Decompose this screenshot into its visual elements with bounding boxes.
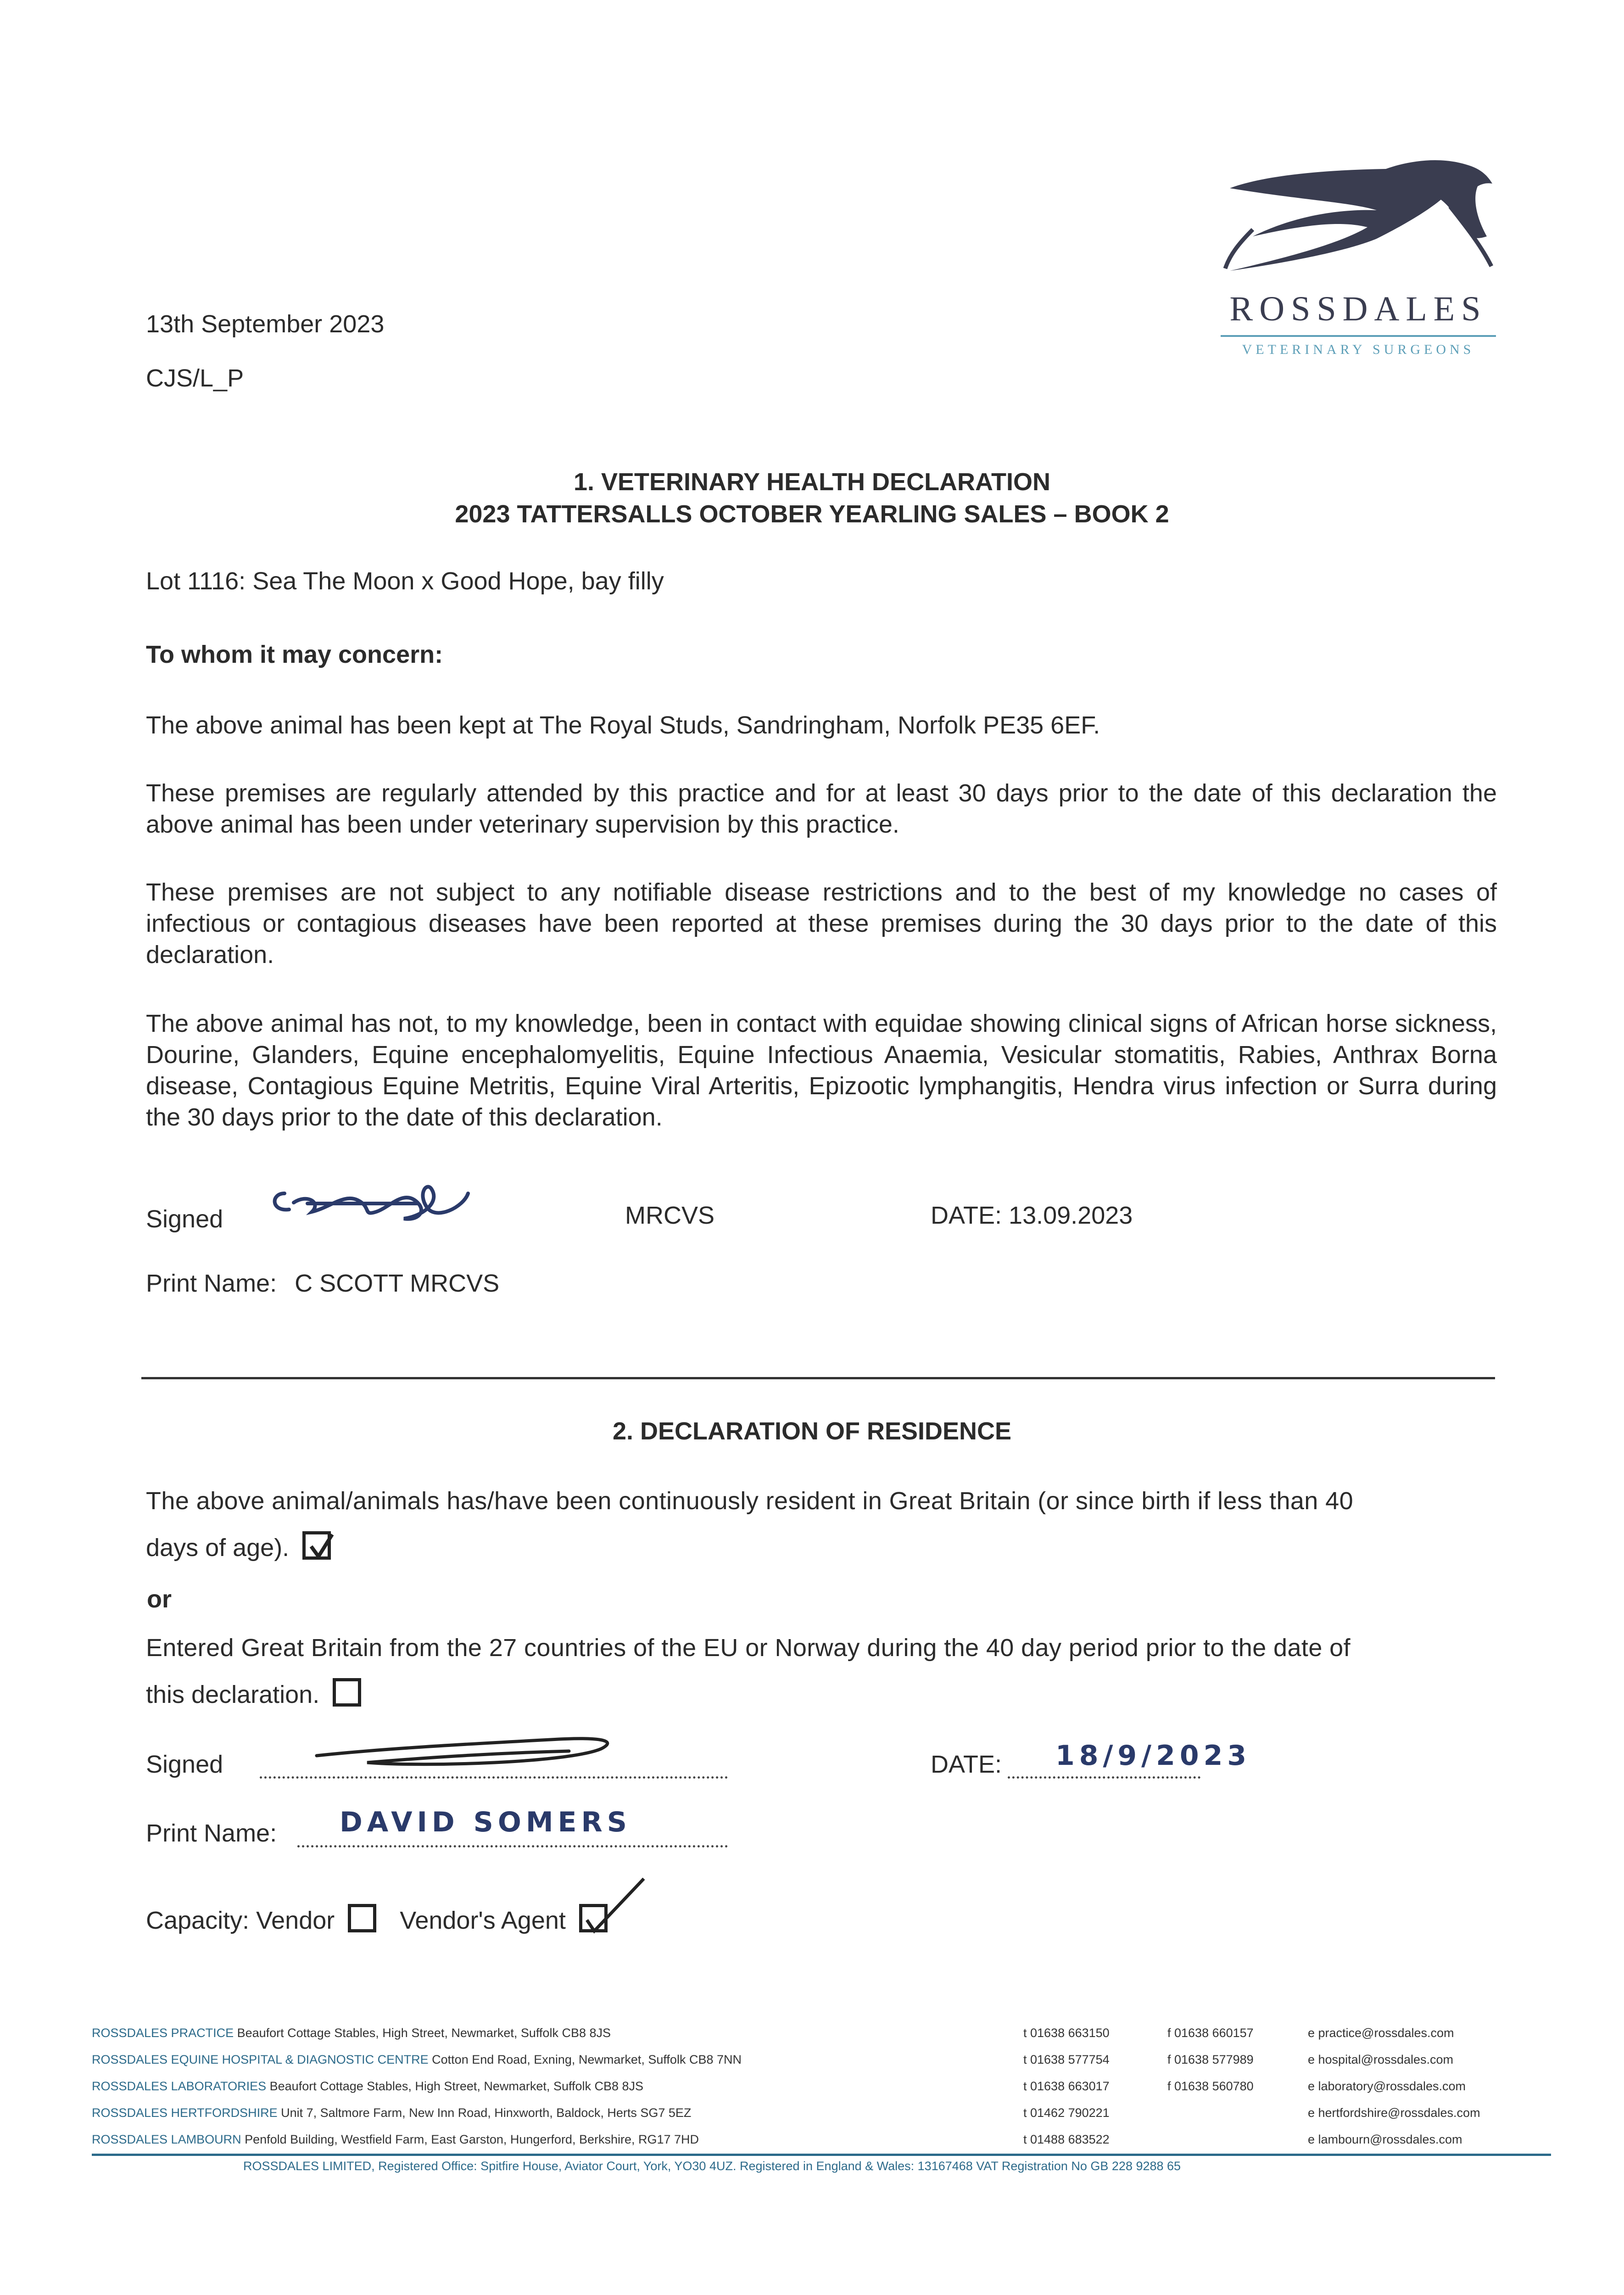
logo-tagline: VETERINARY SURGEONS (1242, 342, 1475, 357)
option1-text: days of age). (146, 1534, 290, 1562)
footer-email-link[interactable]: e practice@rossdales.com (1308, 2026, 1454, 2040)
date-value: 13.09.2023 (1009, 1202, 1133, 1229)
residence-option1-line2 (146, 1531, 331, 1563)
logo-name: ROSSDALES (1229, 290, 1487, 328)
residence-option1-line1: The above animal/animals has/have been continuously resident in Great Britain (or since birth if less than 40 (146, 1487, 1354, 1515)
vendor-signature (312, 1730, 624, 1772)
footer-email-link[interactable]: e hertfordshire@rossdales.com (1308, 2106, 1480, 2120)
date2-label: DATE: (931, 1751, 1002, 1778)
mrcvs-label: MRCVS (625, 1202, 715, 1229)
section1-subtitle: 2023 TATTERSALLS OCTOBER YEARLING SALES – BOOK 2 (455, 500, 1169, 528)
date2-handwritten: 18/9/2023 (1055, 1740, 1251, 1772)
signed-label: Signed (146, 1205, 223, 1233)
date-label: DATE: (931, 1202, 1002, 1229)
horse-logo-icon (1211, 156, 1505, 289)
footer-row: ROSSDALES LAMBOURN Penfold Building, Westfield Farm, East Garston, Hungerford, Berkshire, RG17 7HD (92, 2133, 699, 2146)
footer-row: ROSSDALES PRACTICE Beaufort Cottage Stables, High Street, Newmarket, Suffolk CB8 8JS (92, 2026, 611, 2040)
footer-row: ROSSDALES LABORATORIES Beaufort Cottage Stables, High Street, Newmarket, Suffolk CB8 8JS (92, 2079, 644, 2093)
entered-checkbox[interactable] (333, 1678, 361, 1707)
footer-emails (1308, 2020, 1546, 2153)
lot-line: Lot 1116: Sea The Moon x Good Hope, bay filly (146, 567, 664, 595)
paragraph-restrictions: These premises are not subject to any notifiable disease restrictions and to the best of my knowledge no cases of infectious or contagious diseases have been reported at these premises during the 30 days prior to the date of this declaration. (146, 879, 1497, 968)
paragraph-contact: The above animal has not, to my knowledge, been in contact with equidae showing clinical signs of African horse sickness, Dourine, Glanders, Equine encephalomyelitis, Equine Infectious Anaemia, Vesicular stomatitis, Rabies, Anthrax Borna disease, Contagious Equine Metritis, Equine Viral Arteritis, Epizootic lymphangitis, Hendra virus infection or Surra during the 30 days prior to the date of this declaration. (146, 1010, 1497, 1131)
footer-faxes: f 01638 660157 f 01638 577989 f 01638 560780 (1167, 2026, 1254, 2093)
section1-title: 1. VETERINARY HEALTH DECLARATION (573, 468, 1051, 496)
print-name2-handwritten: DAVID SOMERS (340, 1806, 631, 1838)
footer-email-link[interactable]: e laboratory@rossdales.com (1308, 2079, 1466, 2093)
vendors-agent-checkbox[interactable] (579, 1904, 608, 1932)
letter-date: 13th September 2023 (146, 310, 385, 338)
footer-addresses (92, 2020, 1092, 2153)
vet-signature (266, 1175, 482, 1230)
salutation: To whom it may concern: (146, 641, 443, 668)
footer-email-link[interactable]: e hospital@rossdales.com (1308, 2053, 1454, 2066)
print-name-value: C SCOTT MRCVS (295, 1270, 500, 1297)
paragraph-supervision: These premises are regularly attended by this practice and for at least 30 days prior to the date of this declaration the above animal has been under veterinary supervision by this practice. (146, 779, 1497, 838)
capacity-vendor-label: Capacity: Vendor (146, 1907, 335, 1934)
print-name-label: Print Name: (146, 1270, 277, 1297)
or-label: or (147, 1585, 172, 1613)
residence-option2-line1: Entered Great Britain from the 27 countries of the EU or Norway during the 40 day period prior to the date of (146, 1634, 1351, 1662)
vet-date (931, 1200, 1133, 1231)
paragraph-premises: The above animal has been kept at The Royal Studs, Sandringham, Norfolk PE35 6EF. (146, 711, 1100, 739)
rossdales-logo (1211, 156, 1505, 367)
footer-row: ROSSDALES HERTFORDSHIRE Unit 7, Saltmore Farm, New Inn Road, Hinxworth, Baldock, Herts SG7 5EZ (92, 2106, 692, 2120)
section2-title: 2. DECLARATION OF RESIDENCE (612, 1417, 1012, 1445)
footer-registered: ROSSDALES LIMITED, Registered Office: Spitfire House, Aviator Court, York, YO30 4UZ. Registered in England & Wales: 13167468 VAT Registration No GB 228 9288 65 (243, 2159, 1181, 2173)
vendors-agent-label: Vendor's Agent (400, 1907, 566, 1934)
vet-print-name (146, 1268, 499, 1299)
footer-row: ROSSDALES EQUINE HOSPITAL & DIAGNOSTIC CENTRE Cotton End Road, Exning, Newmarket, Suffolk CB8 7NN (92, 2053, 742, 2066)
vendor-checkbox[interactable] (348, 1904, 376, 1932)
residence-option2-line2 (146, 1678, 361, 1710)
date2-line[interactable] (1008, 1773, 1200, 1781)
section-divider (141, 1377, 1495, 1379)
print-name2-line[interactable] (297, 1842, 728, 1850)
signature-line[interactable] (260, 1773, 728, 1781)
resident-checkbox[interactable] (302, 1531, 331, 1560)
letter-reference: CJS/L_P (146, 364, 244, 392)
capacity-row (146, 1904, 608, 1936)
footer-telephones: t 01638 663150 t 01638 577754 t 01638 663017 t 01462 790221 t 01488 683522 (1023, 2026, 1110, 2146)
option2-text: this declaration. (146, 1681, 320, 1708)
signed2-label: Signed (146, 1751, 223, 1778)
footer-email-link[interactable]: e lambourn@rossdales.com (1308, 2133, 1462, 2146)
print-name2-label: Print Name: (146, 1819, 277, 1847)
